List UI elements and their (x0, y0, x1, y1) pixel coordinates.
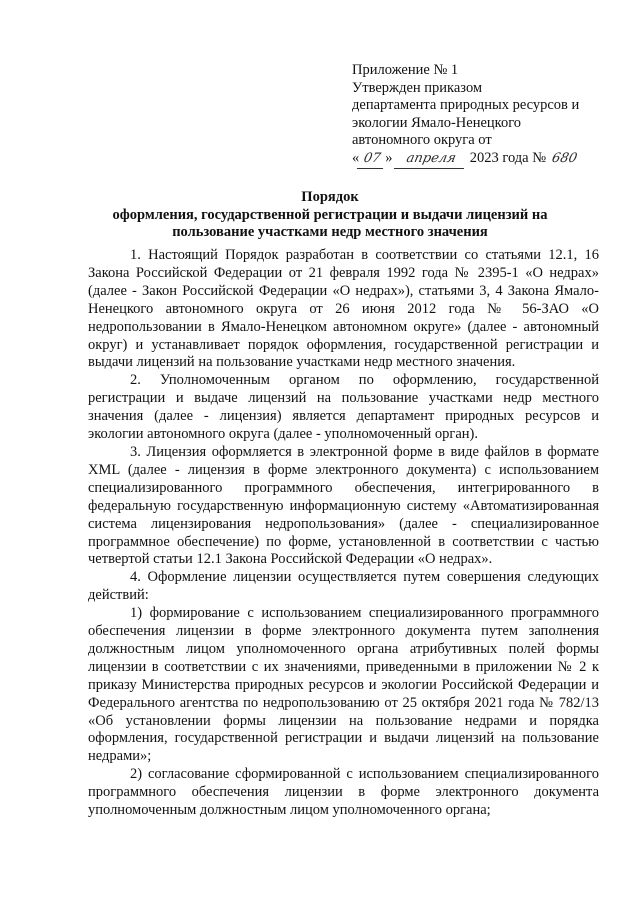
approved-by-order: Утвержден приказом (352, 79, 483, 96)
subitem-2: 2) согласование сформированной с использованием специализированного программного обеспечения лицензии в форме электронного документа уполномоченным должностным лицом уполномоченного органа; (88, 766, 599, 819)
quote-open: « (352, 149, 360, 166)
document-title (80, 189, 580, 242)
approval-block (352, 62, 602, 168)
ecology-line: экологии Ямало-Ненецкого (352, 114, 522, 131)
order-year: 2023 года (469, 149, 529, 166)
handwritten-day: 07 (357, 150, 387, 169)
okrug-line: автономного округа от (352, 132, 492, 148)
title-line-1: Порядок (301, 189, 359, 205)
handwritten-month: апреля (394, 150, 468, 169)
document-body (88, 247, 599, 820)
subitem-1: 1) формирование с использованием специализированного программного обеспечения лицензии в форме электронного документа путем заполнения должностным лицом уполномоченного органа атрибутивных полей формы лицензии в соответствии с их значениями, приведенными в приложении № 2 к приказу Министерства природных ресурсов и экологии Российской Федерации и Федерального агентства по недропользованию от 25 октября 2021 года № 782/13 «Об установлении формы лицензии на пользование недрами и порядка оформления, государственной регистрации и выдачи лицензий на пользование недрами»; (88, 605, 599, 765)
order-date-line (352, 150, 602, 169)
title-line-2: оформления, государственной регистрации и выдачи лицензий на (112, 206, 548, 223)
paragraph-2: 2. Уполномоченным органом по оформлению, государственной регистрации и выдаче лицензий на пользование участками недр местного значения (далее - лицензия) является департамент природных ресурсов и экологии автономного округа (далее - уполномоченный орган). (88, 372, 599, 443)
handwritten-order-number: 680 (550, 150, 579, 166)
paragraph-1: 1. Настоящий Порядок разработан в соответствии со статьями 12.1, 16 Закона Российской Федерации от 21 февраля 1992 года № 2395-1 «О недрах» (далее - Закон Российской Федерации «О недрах»), статьями 3, 4 Закона Ямало-Ненецкого автономного округа от 26 июня 2012 года № 56-ЗАО «О недропользовании в Ямало-Ненецком автономном округе» (далее - автономный округ) и устанавливает порядок оформления, государственной регистрации и выдачи лицензий на пользование участками недр местного значения. (88, 247, 599, 371)
number-label: № (532, 149, 547, 166)
department-line: департамента природных ресурсов и (352, 97, 580, 113)
paragraph-3: 3. Лицензия оформляется в электронной форме в виде файлов в формате XML (далее - лицензия в форме электронного документа) с использованием специализированного программного обеспечения, интегрированного в федеральную государственную информационную систему «Автоматизированная система лицензирования недропользования» (далее - специализированное программное обеспечение) по форме, установленной в соответствии с частью четвертой статьи 12.1 Закона Российской Федерации «О недрах». (88, 443, 599, 568)
appendix-number: Приложение № 1 (352, 62, 459, 78)
paragraph-4: 4. Оформление лицензии осуществляется путем совершения следующих действий: (88, 569, 599, 604)
quote-close: » (385, 149, 393, 166)
title-line-3: пользование участками недр местного значения (172, 224, 488, 240)
